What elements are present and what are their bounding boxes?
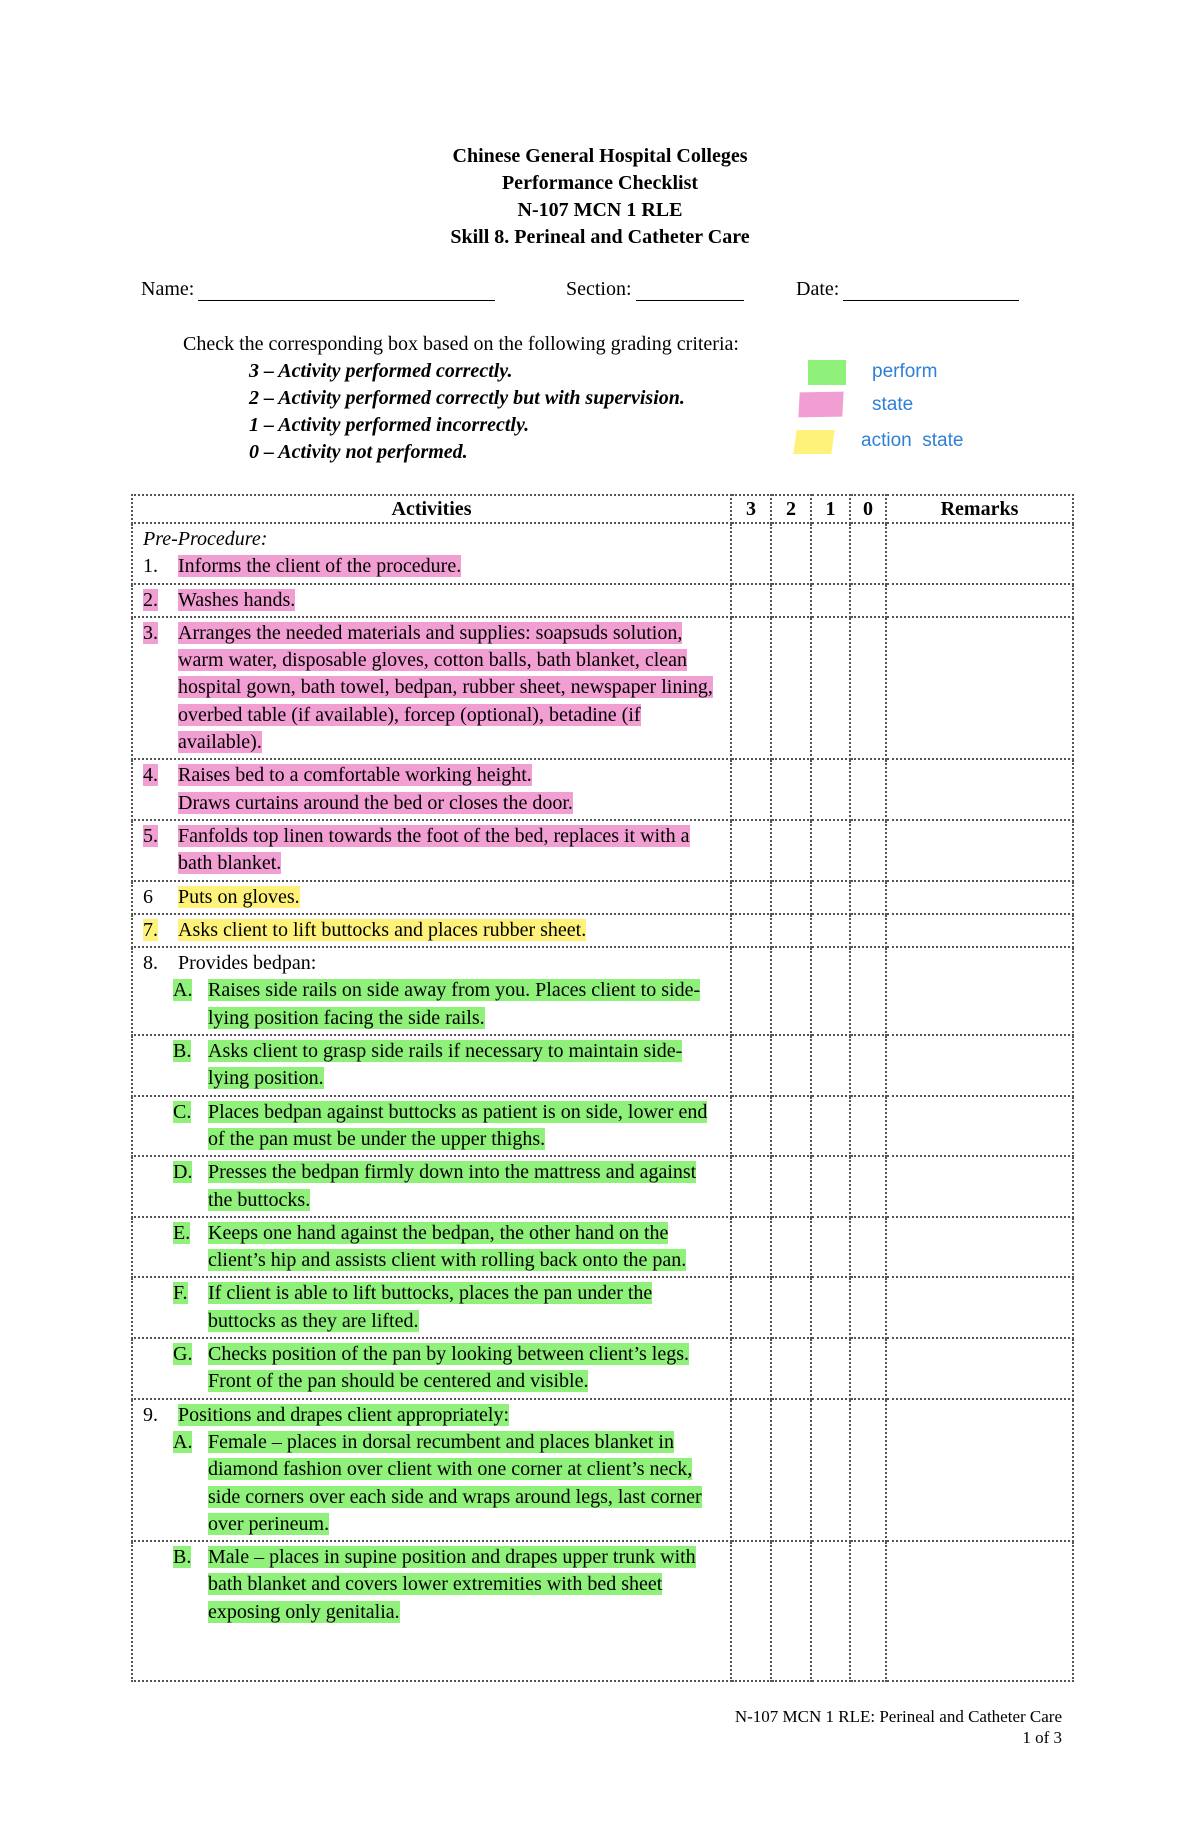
item-text: Washes hands. xyxy=(178,588,296,611)
name-label: Name: xyxy=(141,278,195,300)
score-0-box[interactable] xyxy=(850,1399,886,1541)
activity-cell xyxy=(132,1156,731,1217)
sub-item-letter: A. xyxy=(173,1430,193,1453)
legend-swatch-state xyxy=(798,392,843,418)
item-text: Puts on gloves. xyxy=(178,885,300,908)
table-row xyxy=(132,820,1073,881)
score-2-box[interactable] xyxy=(771,947,811,1035)
table-row xyxy=(132,617,1073,759)
document-header xyxy=(0,143,1200,251)
score-1-box[interactable] xyxy=(811,1156,850,1217)
table-row xyxy=(132,759,1073,820)
header-score-0: 0 xyxy=(850,495,886,523)
activity-cell xyxy=(132,1399,731,1541)
item-text: Asks client to lift buttocks and places rubber sheet. xyxy=(178,918,587,941)
score-3-box[interactable] xyxy=(731,914,771,947)
score-1-box[interactable] xyxy=(811,1399,850,1541)
score-3-box[interactable] xyxy=(731,1156,771,1217)
item-number: 1. xyxy=(143,555,158,578)
name-line[interactable] xyxy=(198,280,495,301)
score-3-box[interactable] xyxy=(731,523,771,584)
remarks-cell[interactable] xyxy=(886,1541,1073,1681)
remarks-cell[interactable] xyxy=(886,1035,1073,1096)
table-row xyxy=(132,523,1073,584)
section-label: Section: xyxy=(566,278,632,300)
score-2-box[interactable] xyxy=(771,914,811,947)
remarks-cell[interactable] xyxy=(886,881,1073,914)
score-1-box[interactable] xyxy=(811,881,850,914)
score-0-box[interactable] xyxy=(850,820,886,881)
score-2-box[interactable] xyxy=(771,1399,811,1541)
remarks-cell[interactable] xyxy=(886,1096,1073,1157)
table-row xyxy=(132,881,1073,914)
course-code: N-107 MCN 1 RLE xyxy=(517,199,683,221)
info-fields xyxy=(141,278,1041,308)
score-3-box[interactable] xyxy=(731,1096,771,1157)
criteria-0: 0 – Activity not performed. xyxy=(249,441,468,463)
score-2-box[interactable] xyxy=(771,1156,811,1217)
score-0-box[interactable] xyxy=(850,1541,886,1681)
score-3-box[interactable] xyxy=(731,881,771,914)
score-2-box[interactable] xyxy=(771,1541,811,1681)
remarks-cell[interactable] xyxy=(886,1399,1073,1541)
remarks-cell[interactable] xyxy=(886,1156,1073,1217)
page-footer xyxy=(735,1706,1062,1748)
score-1-box[interactable] xyxy=(811,1096,850,1157)
score-2-box[interactable] xyxy=(771,584,811,617)
score-2-box[interactable] xyxy=(771,617,811,759)
table-row xyxy=(132,1541,1073,1681)
score-1-box[interactable] xyxy=(811,820,850,881)
score-3-box[interactable] xyxy=(731,1277,771,1338)
score-2-box[interactable] xyxy=(771,1096,811,1157)
legend-swatch-perform xyxy=(808,360,846,385)
skill-title: Skill 8. Perineal and Catheter Care xyxy=(450,226,750,248)
sub-item-letter: B. xyxy=(173,1040,192,1063)
table-row xyxy=(132,1217,1073,1278)
score-1-box[interactable] xyxy=(811,1541,850,1681)
table-row xyxy=(132,947,1073,1035)
remarks-cell[interactable] xyxy=(886,947,1073,1035)
score-3-box[interactable] xyxy=(731,820,771,881)
score-2-box[interactable] xyxy=(771,820,811,881)
header-activities: Activities xyxy=(132,495,731,523)
score-0-box[interactable] xyxy=(850,1035,886,1096)
activity-cell xyxy=(132,881,731,914)
score-1-box[interactable] xyxy=(811,584,850,617)
score-1-box[interactable] xyxy=(811,1338,850,1399)
score-0-box[interactable] xyxy=(850,523,886,584)
date-label: Date: xyxy=(796,278,840,300)
score-1-box[interactable] xyxy=(811,1035,850,1096)
header-remarks: Remarks xyxy=(886,495,1073,523)
score-0-box[interactable] xyxy=(850,1277,886,1338)
item-number: 9. xyxy=(143,1403,158,1426)
remarks-cell[interactable] xyxy=(886,584,1073,617)
criteria-intro: Check the corresponding box based on the following grading criteria: xyxy=(183,333,739,355)
activity-cell xyxy=(132,914,731,947)
score-2-box[interactable] xyxy=(771,1217,811,1278)
score-1-box[interactable] xyxy=(811,759,850,820)
sub-item-letter: A. xyxy=(173,979,193,1002)
remarks-cell[interactable] xyxy=(886,1217,1073,1278)
score-3-box[interactable] xyxy=(731,1541,771,1681)
legend-label-perform: perform xyxy=(872,361,938,382)
page-number: 1 of 3 xyxy=(1022,1728,1062,1747)
score-2-box[interactable] xyxy=(771,1277,811,1338)
activity-cell xyxy=(132,617,731,759)
legend-label-state: state xyxy=(872,394,914,415)
score-2-box[interactable] xyxy=(771,1035,811,1096)
table-row xyxy=(132,914,1073,947)
sub-item-text: Asks client to grasp side rails if necessary to maintain side-lying position. xyxy=(208,1040,683,1090)
section-field[interactable] xyxy=(566,278,744,301)
sub-item-text: If client is able to lift buttocks, places the pan under the buttocks as they are lifted. xyxy=(208,1282,653,1332)
section-line[interactable] xyxy=(636,280,744,301)
sub-item-text: Raises side rails on side away from you. Places client to side-lying position facing the side rails. xyxy=(208,979,701,1029)
table-row xyxy=(132,1156,1073,1217)
score-0-box[interactable] xyxy=(850,1338,886,1399)
score-2-box[interactable] xyxy=(771,1338,811,1399)
item-text: Raises bed to a comfortable working height. xyxy=(178,764,532,787)
header-score-1: 1 xyxy=(811,495,850,523)
score-0-box[interactable] xyxy=(850,759,886,820)
activity-cell xyxy=(132,1217,731,1278)
remarks-cell[interactable] xyxy=(886,820,1073,881)
score-2-box[interactable] xyxy=(771,881,811,914)
score-2-box[interactable] xyxy=(771,523,811,584)
activity-cell xyxy=(132,947,731,1035)
item-text: Arranges the needed materials and supplies: soapsuds solution, warm water, disposable gloves, cotton balls, bath blanket, clean hospital gown, bath towel, bedpan, rubber sheet, newspaper lining, overbed table (if available), forcep (optional), betadine (if available). xyxy=(178,621,713,754)
score-1-box[interactable] xyxy=(811,947,850,1035)
score-3-box[interactable] xyxy=(731,617,771,759)
criteria-1: 1 – Activity performed incorrectly. xyxy=(249,414,530,436)
score-3-box[interactable] xyxy=(731,1399,771,1541)
performance-checklist-table xyxy=(131,494,1074,1682)
score-1-box[interactable] xyxy=(811,617,850,759)
sub-item-letter: E. xyxy=(173,1221,191,1244)
activity-cell xyxy=(132,584,731,617)
checklist-title: Performance Checklist xyxy=(501,172,699,194)
sub-item-letter: C. xyxy=(173,1100,192,1123)
activity-cell xyxy=(132,1277,731,1338)
item-text-2: Draws curtains around the bed or closes the door. xyxy=(178,791,573,814)
sub-item-text: Checks position of the pan by looking between client’s legs. Front of the pan should be centered and visible. xyxy=(208,1343,690,1393)
criteria-2: 2 – Activity performed correctly but with supervision. xyxy=(249,387,685,409)
name-field[interactable] xyxy=(141,278,495,301)
sub-item-letter: B. xyxy=(173,1546,192,1569)
legend-label-action-state: action state xyxy=(861,430,964,451)
table-row xyxy=(132,1096,1073,1157)
score-0-box[interactable] xyxy=(850,1156,886,1217)
sub-item-letter: F. xyxy=(173,1282,188,1305)
item-number: 8. xyxy=(143,952,158,975)
activity-cell xyxy=(132,1541,731,1681)
table-row xyxy=(132,1399,1073,1541)
activity-cell xyxy=(132,1338,731,1399)
item-text: Fanfolds top linen towards the foot of the bed, replaces it with a bath blanket. xyxy=(178,824,690,875)
header-score-2: 2 xyxy=(771,495,811,523)
score-0-box[interactable] xyxy=(850,881,886,914)
activity-cell xyxy=(132,820,731,881)
remarks-cell[interactable] xyxy=(886,1277,1073,1338)
score-3-box[interactable] xyxy=(731,947,771,1035)
sub-item-letter: D. xyxy=(173,1161,193,1184)
activity-cell xyxy=(132,523,731,584)
header-score-3: 3 xyxy=(731,495,771,523)
item-text: Informs the client of the procedure. xyxy=(178,555,462,578)
item-number: 4. xyxy=(143,764,158,787)
score-0-box[interactable] xyxy=(850,617,886,759)
item-number: 2. xyxy=(143,588,158,611)
table-header-row xyxy=(132,495,1073,523)
score-1-box[interactable] xyxy=(811,1217,850,1278)
sub-item-letter: G. xyxy=(173,1343,193,1366)
date-line[interactable] xyxy=(843,280,1019,301)
score-3-box[interactable] xyxy=(731,759,771,820)
score-1-box[interactable] xyxy=(811,523,850,584)
footer-title: N-107 MCN 1 RLE: Perineal and Catheter Care xyxy=(734,1707,1062,1726)
sub-item-text: Male – places in supine position and drapes upper trunk with bath blanket and covers lower extremities with bed sheet exposing only genitalia. xyxy=(208,1546,696,1623)
table-row xyxy=(132,1035,1073,1096)
remarks-cell[interactable] xyxy=(886,1338,1073,1399)
remarks-cell[interactable] xyxy=(886,914,1073,947)
item-number: 7. xyxy=(143,918,158,941)
sub-item-text: Keeps one hand against the bedpan, the other hand on the client’s hip and assists client with rolling back onto the pan. xyxy=(208,1221,687,1272)
remarks-cell[interactable] xyxy=(886,523,1073,584)
score-3-box[interactable] xyxy=(731,1338,771,1399)
score-0-box[interactable] xyxy=(850,914,886,947)
table-row xyxy=(132,1277,1073,1338)
sub-item-text: Female – places in dorsal recumbent and places blanket in diamond fashion over client with one corner at client’s neck, side corners over each side and wraps around legs, last corner over perineum. xyxy=(208,1430,702,1535)
table-row xyxy=(132,584,1073,617)
item-text: Provides bedpan: xyxy=(178,952,317,975)
score-0-box[interactable] xyxy=(850,1096,886,1157)
score-1-box[interactable] xyxy=(811,914,850,947)
sub-item-text: Places bedpan against buttocks as patient is on side, lower end of the pan must be under the upper thighs. xyxy=(208,1100,708,1150)
item-text: Positions and drapes client appropriately: xyxy=(178,1403,510,1426)
item-number: 3. xyxy=(143,621,158,644)
score-3-box[interactable] xyxy=(731,1217,771,1278)
legend-swatch-action-state xyxy=(793,430,834,454)
score-0-box[interactable] xyxy=(850,947,886,1035)
pre-procedure-label: Pre-Procedure: xyxy=(143,528,268,550)
remarks-cell[interactable] xyxy=(886,759,1073,820)
score-0-box[interactable] xyxy=(850,584,886,617)
score-1-box[interactable] xyxy=(811,1277,850,1338)
remarks-cell[interactable] xyxy=(886,617,1073,759)
table-row xyxy=(132,1338,1073,1399)
college-name: Chinese General Hospital Colleges xyxy=(452,145,748,167)
score-3-box[interactable] xyxy=(731,584,771,617)
criteria-3: 3 – Activity performed correctly. xyxy=(249,360,513,382)
score-0-box[interactable] xyxy=(850,1217,886,1278)
activity-cell xyxy=(132,759,731,820)
item-number: 5. xyxy=(143,824,158,847)
score-3-box[interactable] xyxy=(731,1035,771,1096)
activity-cell xyxy=(132,1096,731,1157)
activity-cell xyxy=(132,1035,731,1096)
sub-item-text: Presses the bedpan firmly down into the mattress and against the buttocks. xyxy=(208,1161,697,1211)
score-2-box[interactable] xyxy=(771,759,811,820)
item-number: 6 xyxy=(143,885,153,908)
date-field[interactable] xyxy=(796,278,1019,301)
